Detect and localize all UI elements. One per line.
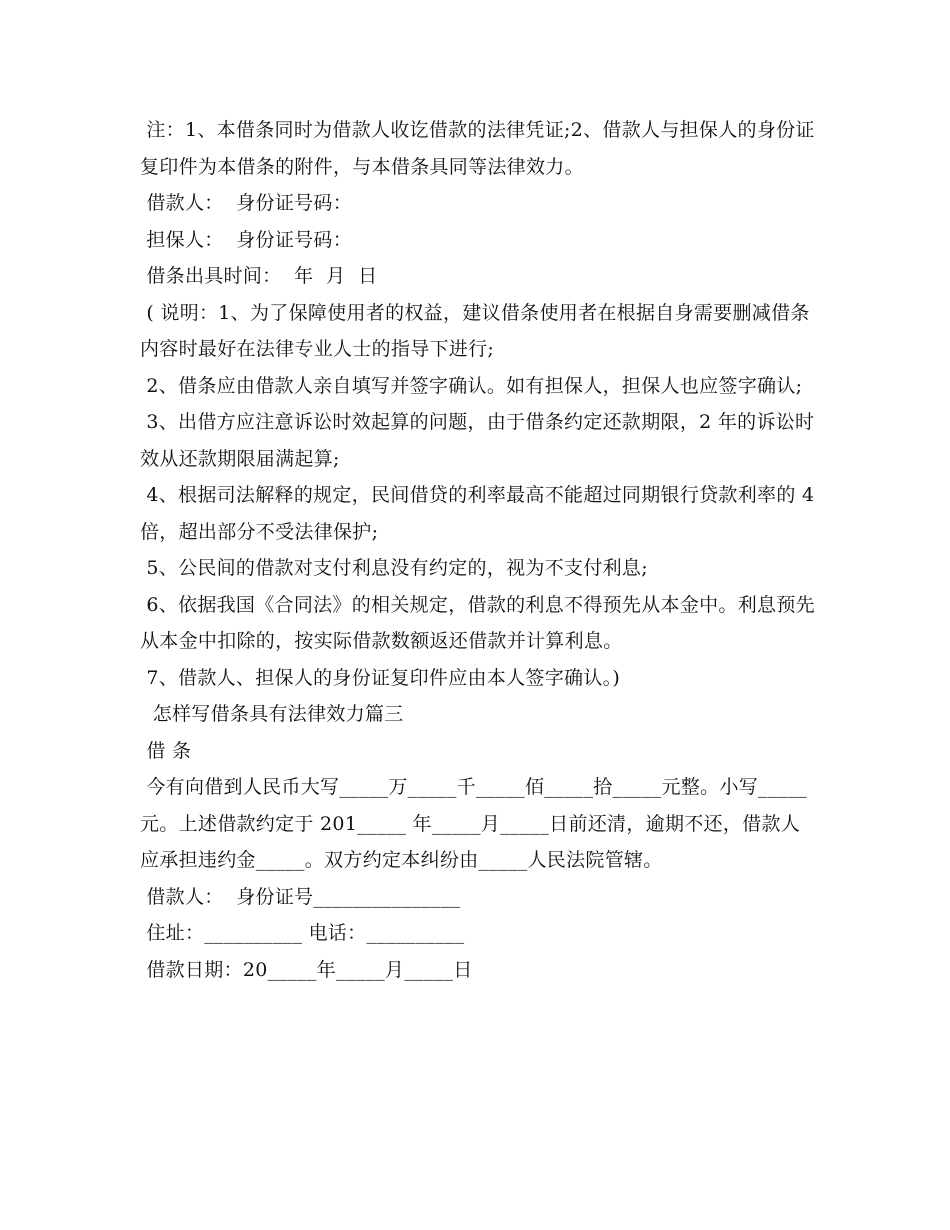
iou-body: 今有向借到人民币大写_____万_____千_____佰_____拾_____元整。小写_____元。上述借款约定于 201_____ 年_____月_____日前还清，逾期不还，借款人应承担违约金_____。双方约定本纠纷由_____人民法院管辖。 <box>140 776 808 871</box>
guarantor-id-line: 担保人： 身份证号码： <box>140 228 353 251</box>
loan-date-field: 借款日期：20_____年_____月_____日 <box>140 958 473 981</box>
explanation-item-3: 3、出借方应注意诉讼时效起算的问题，由于借条约定还款期限，2 年的诉讼时效从还款期限届满起算; <box>140 411 815 470</box>
section-heading: 怎样写借条具有法律效力篇三 <box>140 703 404 725</box>
address-phone-field: 住址：__________ 电话：__________ <box>140 922 465 944</box>
explanation-item-6: 6、依据我国《合同法》的相关规定，借款的利息不得预先从本金中。利息预先从本金中扣除的，按实际借款数额返还借款并计算利息。 <box>140 593 815 652</box>
issue-date-line: 借条出具时间： 年 月 日 <box>140 265 378 287</box>
note-paragraph: 注：1、本借条同时为借款人收讫借款的法律凭证;2、借款人与担保人的身份证复印件为本借条的附件，与本借条具同等法律效力。 <box>140 119 815 178</box>
document-body <box>140 112 821 988</box>
explanation-item-5: 5、公民间的借款对支付利息没有约定的，视为不支付利息; <box>140 557 648 579</box>
iou-title: 借 条 <box>140 739 192 762</box>
explanation-item-1: ( 说明：1、为了保障使用者的权益，建议借条使用者在根据自身需要删减借条内容时最好在法律专业人士的指导下进行; <box>140 301 810 360</box>
borrower-id-field: 借款人： 身份证号_______________ <box>140 885 461 908</box>
explanation-item-4: 4、根据司法解释的规定，民间借贷的利率最高不能超过同期银行贷款利率的 4 倍，超出部分不受法律保护; <box>140 484 821 543</box>
explanation-item-2: 2、借条应由借款人亲自填写并签字确认。如有担保人，担保人也应签字确认; <box>140 374 803 397</box>
explanation-item-7: 7、借款人、担保人的身份证复印件应由本人签字确认。) <box>140 666 621 689</box>
borrower-id-line: 借款人： 身份证号码： <box>140 192 353 214</box>
